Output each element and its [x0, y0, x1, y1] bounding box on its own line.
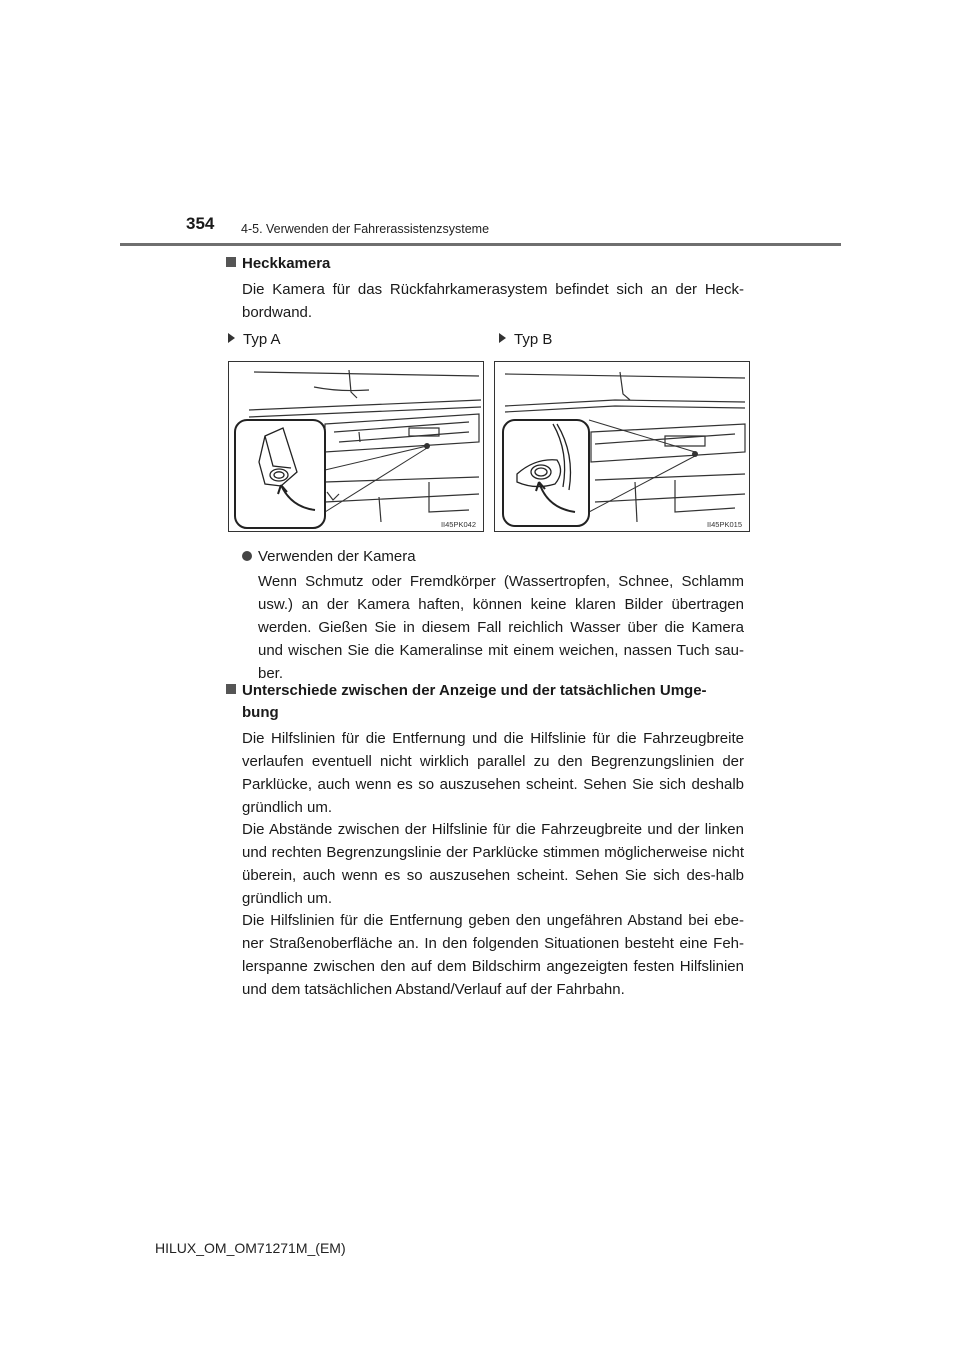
- header-rule: [120, 243, 841, 246]
- paragraph-guide-lines: Die Hilfslinien für die Entfernung und die Hilfslinie für die Fahrzeugbreite verlaufen eventuell nicht wirklich parallel zu den Begrenzungslinien der Parklücke, auch wenn es so auszusehen scheint. Sehen Sie sich deshalb gründlich um.: [242, 730, 744, 816]
- paragraph-camera-location: Die Kamera für das Rückfahrkamerasystem befindet sich an der Heck-bordwand.: [242, 281, 744, 321]
- triangle-marker-icon: [499, 333, 506, 343]
- heading-text: Heckkamera: [242, 255, 331, 272]
- heading-heckkamera: [226, 253, 744, 275]
- bullet-camera-use: [242, 546, 416, 568]
- paragraph-camera-cleaning: Wenn Schmutz oder Fremdkörper (Wassertropfen, Schnee, Schlamm usw.) an der Kamera haften, können keine klaren Bilder übertragen werden. Gießen Sie in diesem Fall reichlich Wasser über die Kamera und wischen Sie die Kameralinse mit einem weichen, nassen Tuch sau-ber.: [258, 573, 744, 682]
- heading-differences: [226, 680, 744, 724]
- heading-line-2: bung: [242, 704, 279, 721]
- round-bullet-icon: [242, 551, 252, 561]
- square-bullet-icon: [226, 684, 236, 694]
- triangle-marker-icon: [228, 333, 235, 343]
- square-bullet-icon: [226, 257, 236, 267]
- tailgate-camera-illustration-b: [495, 362, 750, 532]
- paragraph-vehicle-width: Die Abstände zwischen der Hilfslinie für die Fahrzeugbreite und der linken und rechten Begrenzungslinie der Parklücke stimmen möglicherweise nicht überein, auch wenn es so auszusehen scheint. Sehen Sie sich des-halb gründlich um.: [242, 821, 744, 907]
- paragraph-distance-error: Die Hilfslinien für die Entfernung geben den ungefähren Abstand bei ebe-ner Straßenoberfläche an. In den folgenden Situationen besteht eine Feh-lerspanne zwischen den auf dem Bildschirm angezeigten festen Hilfslinien und dem tatsächlichen Abstand/Verlauf auf der Fahrbahn.: [242, 912, 744, 998]
- page-number: 354: [186, 214, 215, 233]
- figure-code-a: II45PK042: [440, 520, 476, 529]
- tailgate-camera-illustration-a: [229, 362, 484, 532]
- footer-model-code: HILUX_OM_OM71271M_(EM): [155, 1240, 346, 1256]
- figure-type-a: [228, 361, 484, 532]
- bullet-title: Verwenden der Kamera: [258, 548, 416, 565]
- type-a-label: [228, 331, 281, 348]
- heading-line-1: Unterschiede zwischen der Anzeige und der tatsächlichen Umge-: [242, 682, 707, 699]
- type-b-text: Typ B: [514, 331, 553, 348]
- section-title: 4-5. Verwenden der Fahrerassistenzsysteme: [241, 222, 490, 236]
- figure-code-b: II45PK015: [706, 520, 742, 529]
- figure-type-b: [494, 361, 750, 532]
- type-b-label: [499, 331, 552, 348]
- type-a-text: Typ A: [243, 331, 281, 348]
